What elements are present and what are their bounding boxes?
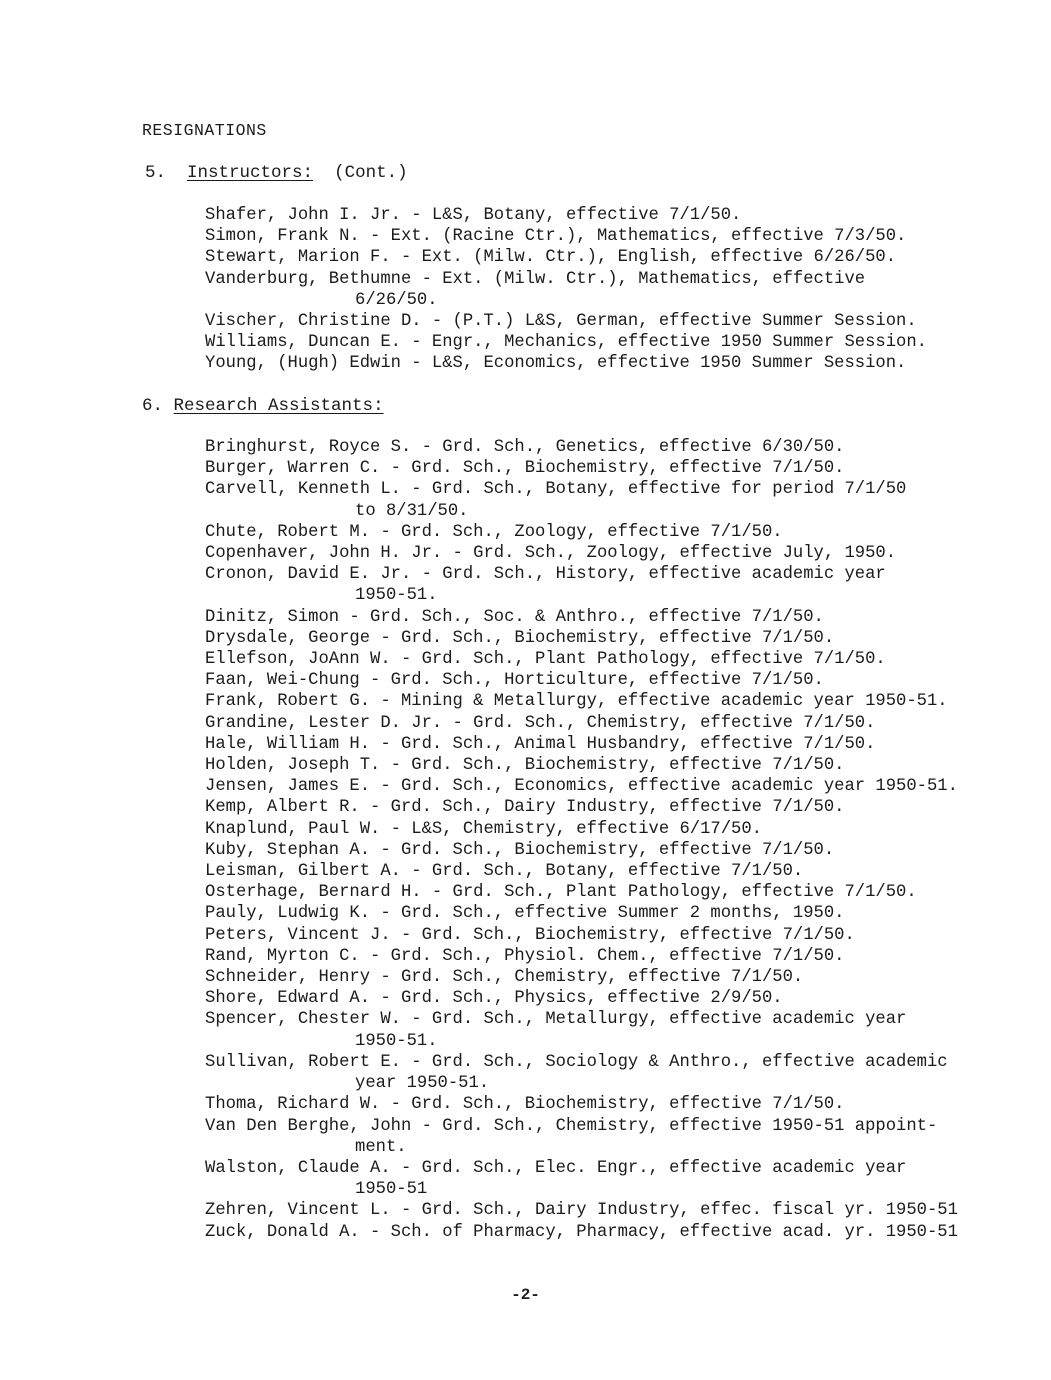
entry-continuation: 6/26/50. [355, 290, 438, 310]
list-item [205, 247, 927, 268]
list-item [205, 269, 927, 311]
list-item [205, 797, 958, 818]
entry-text: Hale, William H. - Grd. Sch., Animal Husbandry, effective 7/1/50. [205, 734, 876, 754]
list-item [205, 925, 958, 946]
list-item [205, 458, 958, 479]
list-item [205, 479, 958, 521]
list-item [205, 903, 958, 924]
entry-continuation: year 1950-51. [355, 1074, 490, 1094]
list-item [205, 522, 958, 543]
list-item [205, 437, 958, 458]
list-item [205, 226, 927, 247]
list-item [205, 564, 958, 606]
list-item [205, 776, 958, 797]
page-number: -2- [511, 1286, 540, 1304]
entry-text: Rand, Myrton C. - Grd. Sch., Physiol. Chem., effective 7/1/50. [205, 946, 845, 966]
list-item [205, 691, 958, 712]
entry-text: Kuby, Stephan A. - Grd. Sch., Biochemistry, effective 7/1/50. [205, 840, 835, 860]
list-item [205, 649, 958, 670]
list-item [205, 1009, 958, 1051]
entry-text: Stewart, Marion F. - Ext. (Milw. Ctr.), English, effective 6/26/50. [205, 248, 897, 268]
section-title: Research Assistants: [173, 396, 384, 416]
entry-text: Spencer, Chester W. - Grd. Sch., Metallurgy, effective academic year [205, 1010, 907, 1030]
list-item [205, 607, 958, 628]
entry-text: Williams, Duncan E. - Engr., Mechanics, effective 1950 Summer Session. [205, 333, 927, 353]
entry-text: Vanderburg, Bethumne - Ext. (Milw. Ctr.), Mathematics, effective [205, 269, 866, 289]
entry-text: Frank, Robert G. - Mining & Metallurgy, effective academic year 1950-51. [205, 692, 948, 712]
entry-text: Van Den Berghe, John - Grd. Sch., Chemistry, effective 1950-51 appoint- [205, 1116, 938, 1136]
entry-text: Dinitz, Simon - Grd. Sch., Soc. & Anthro., effective 7/1/50. [205, 607, 824, 627]
list-item [205, 1094, 958, 1115]
entry-text: Zehren, Vincent L. - Grd. Sch., Dairy Industry, effec. fiscal yr. 1950-51 [205, 1201, 958, 1221]
list-item [205, 861, 958, 882]
list-item [205, 1116, 958, 1158]
entry-text: Osterhage, Bernard H. - Grd. Sch., Plant Pathology, effective 7/1/50. [205, 883, 917, 903]
section-instructors-header [145, 163, 408, 183]
list-item [205, 1200, 958, 1221]
entry-text: Sullivan, Robert E. - Grd. Sch., Sociology & Anthro., effective academic [205, 1052, 948, 1072]
entry-continuation: 1950-51 [355, 1180, 428, 1200]
research-assistants-list [205, 437, 958, 1243]
entry-text: Shafer, John I. Jr. - L&S, Botany, effective 7/1/50. [205, 206, 742, 225]
entry-continuation: 1950-51. [355, 1031, 438, 1051]
list-item [205, 353, 927, 374]
section-number: 5. [145, 163, 167, 183]
page-heading: RESIGNATIONS [142, 121, 267, 140]
entry-text: Vischer, Christine D. - (P.T.) L&S, German, effective Summer Session. [205, 312, 917, 332]
instructors-list [205, 205, 927, 375]
list-item [205, 543, 958, 564]
entry-text: Bringhurst, Royce S. - Grd. Sch., Genetics, effective 6/30/50. [205, 438, 845, 457]
list-item [205, 1222, 958, 1243]
entry-text: Ellefson, JoAnn W. - Grd. Sch., Plant Pathology, effective 7/1/50. [205, 650, 886, 670]
entry-text: Leisman, Gilbert A. - Grd. Sch., Botany, effective 7/1/50. [205, 862, 804, 882]
entry-text: Pauly, Ludwig K. - Grd. Sch., effective Summer 2 months, 1950. [205, 904, 845, 924]
entry-text: Faan, Wei-Chung - Grd. Sch., Horticulture, effective 7/1/50. [205, 671, 824, 691]
entry-text: Peters, Vincent J. - Grd. Sch., Biochemistry, effective 7/1/50. [205, 925, 855, 945]
list-item [205, 819, 958, 840]
list-item [205, 713, 958, 734]
entry-text: Young, (Hugh) Edwin - L&S, Economics, effective 1950 Summer Session. [205, 354, 907, 374]
entry-text: Schneider, Henry - Grd. Sch., Chemistry, effective 7/1/50. [205, 968, 804, 988]
list-item [205, 205, 927, 226]
list-item [205, 734, 958, 755]
entry-text: Drysdale, George - Grd. Sch., Biochemistry, effective 7/1/50. [205, 628, 835, 648]
entry-text: Carvell, Kenneth L. - Grd. Sch., Botany, effective for period 7/1/50 [205, 480, 907, 500]
entry-text: Shore, Edward A. - Grd. Sch., Physics, effective 2/9/50. [205, 989, 783, 1009]
entry-text: Jensen, James E. - Grd. Sch., Economics, effective academic year 1950-51. [205, 777, 958, 797]
list-item [205, 882, 958, 903]
list-item [205, 988, 958, 1009]
section-number: 6. [142, 396, 164, 416]
section-title: Instructors: [187, 163, 314, 183]
list-item [205, 946, 958, 967]
list-item [205, 840, 958, 861]
entry-text: Thoma, Richard W. - Grd. Sch., Biochemistry, effective 7/1/50. [205, 1095, 845, 1115]
section-research-header [142, 396, 384, 416]
list-item [205, 755, 958, 776]
list-item [205, 628, 958, 649]
entry-text: Zuck, Donald A. - Sch. of Pharmacy, Pharmacy, effective acad. yr. 1950-51 [205, 1222, 958, 1242]
list-item [205, 1052, 958, 1094]
list-item [205, 311, 927, 332]
entry-text: Kemp, Albert R. - Grd. Sch., Dairy Industry, effective 7/1/50. [205, 798, 845, 818]
entry-text: Cronon, David E. Jr. - Grd. Sch., History, effective academic year [205, 565, 886, 585]
entry-text: Burger, Warren C. - Grd. Sch., Biochemistry, effective 7/1/50. [205, 459, 845, 479]
entry-continuation: ment. [355, 1137, 407, 1157]
entry-continuation: to 8/31/50. [355, 501, 469, 521]
section-suffix: (Cont.) [334, 163, 408, 183]
entry-text: Simon, Frank N. - Ext. (Racine Ctr.), Mathematics, effective 7/3/50. [205, 227, 907, 247]
list-item [205, 1158, 958, 1200]
entry-text: Holden, Joseph T. - Grd. Sch., Biochemistry, effective 7/1/50. [205, 756, 845, 776]
entry-continuation: 1950-51. [355, 586, 438, 606]
entry-text: Grandine, Lester D. Jr. - Grd. Sch., Chemistry, effective 7/1/50. [205, 713, 876, 733]
entry-text: Knaplund, Paul W. - L&S, Chemistry, effective 6/17/50. [205, 819, 762, 839]
entry-text: Copenhaver, John H. Jr. - Grd. Sch., Zoology, effective July, 1950. [205, 544, 897, 564]
entry-text: Chute, Robert M. - Grd. Sch., Zoology, effective 7/1/50. [205, 522, 783, 542]
list-item [205, 670, 958, 691]
entry-text: Walston, Claude A. - Grd. Sch., Elec. Engr., effective academic year [205, 1158, 907, 1178]
list-item [205, 332, 927, 353]
list-item [205, 967, 958, 988]
